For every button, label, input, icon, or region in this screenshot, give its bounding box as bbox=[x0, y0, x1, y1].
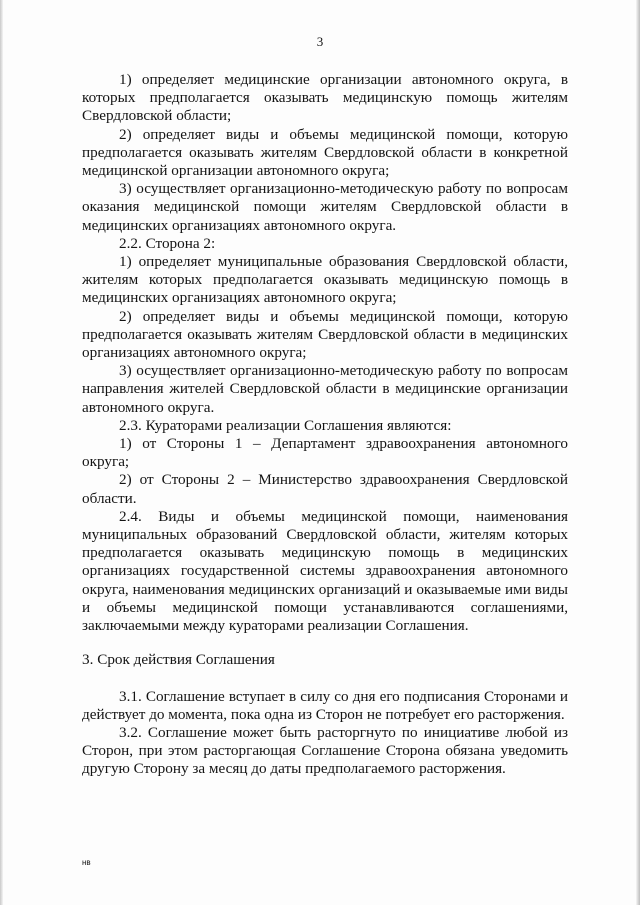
document-body bbox=[82, 71, 568, 779]
paragraph-2-1-1: 1) определяет медицинские организации автономного округа, в которых предполагается оказывать медицинскую помощь жителям Свердловской области; bbox=[82, 71, 568, 125]
paragraph-2-1-3: 3) осуществляет организационно-методическую работу по вопросам оказания медицинской помощи жителям Свердловской области в медицинских организациях автономного округа. bbox=[82, 180, 568, 234]
clause-2-3-heading: 2.3. Кураторами реализации Соглашения являются: bbox=[119, 416, 452, 434]
clause-2-2-heading: 2.2. Сторона 2: bbox=[119, 234, 216, 252]
page-number: 3 bbox=[316, 34, 324, 49]
paragraph-2-3-1: 1) от Стороны 1 – Департамент здравоохранения автономного округа; bbox=[82, 435, 568, 471]
clause-3-2: 3.2. Соглашение может быть расторгнуто по инициативе любой из Сторон, при этом расторгающая Соглашение Сторона обязана уведомить другую Сторону за месяц до даты предполагаемого расторжения. bbox=[82, 723, 568, 778]
section-3-heading: 3. Срок действия Соглашения bbox=[82, 651, 275, 669]
footer-initials: нв bbox=[82, 858, 91, 867]
paragraph-2-2-3: 3) осуществляет организационно-методическую работу по вопросам направления жителей Свердловской области в медицинские организации автономного округа. bbox=[82, 362, 568, 416]
paragraph-2-1-2: 2) определяет виды и объемы медицинской помощи, которую предполагается оказывать жителям Свердловской области в конкретной медицинской организации автономного округа; bbox=[82, 125, 568, 180]
scan-edge-right bbox=[636, 0, 640, 905]
scan-edge-left bbox=[0, 0, 3, 905]
paragraph-2-2-1: 1) определяет муниципальные образования Свердловской области, жителям которых предполагается оказывать медицинскую помощь в медицинских организациях автономного округа; bbox=[82, 253, 568, 307]
clause-2-4: 2.4. Виды и объемы медицинской помощи, наименования муниципальных образований Свердловской области, жителям которых предполагается оказывать медицинскую помощь в медицинских организациях государственной системы здравоохранения автономного округа, наименования медицинских организаций и оказываемые ими виды и объемы медицинской помощи устанавливаются соглашениями, заключаемыми между кураторами реализации Соглашения. bbox=[82, 507, 568, 635]
paragraph-2-2-2: 2) определяет виды и объемы медицинской помощи, которую предполагается оказывать жителям Свердловской области в медицинских организациях автономного округа; bbox=[82, 307, 568, 362]
paragraph-2-3-2: 2) от Стороны 2 – Министерство здравоохранения Свердловской области. bbox=[82, 471, 568, 507]
clause-3-1: 3.1. Соглашение вступает в силу со дня его подписания Сторонами и действует до момента, пока одна из Сторон не потребует его расторжения. bbox=[82, 687, 568, 723]
